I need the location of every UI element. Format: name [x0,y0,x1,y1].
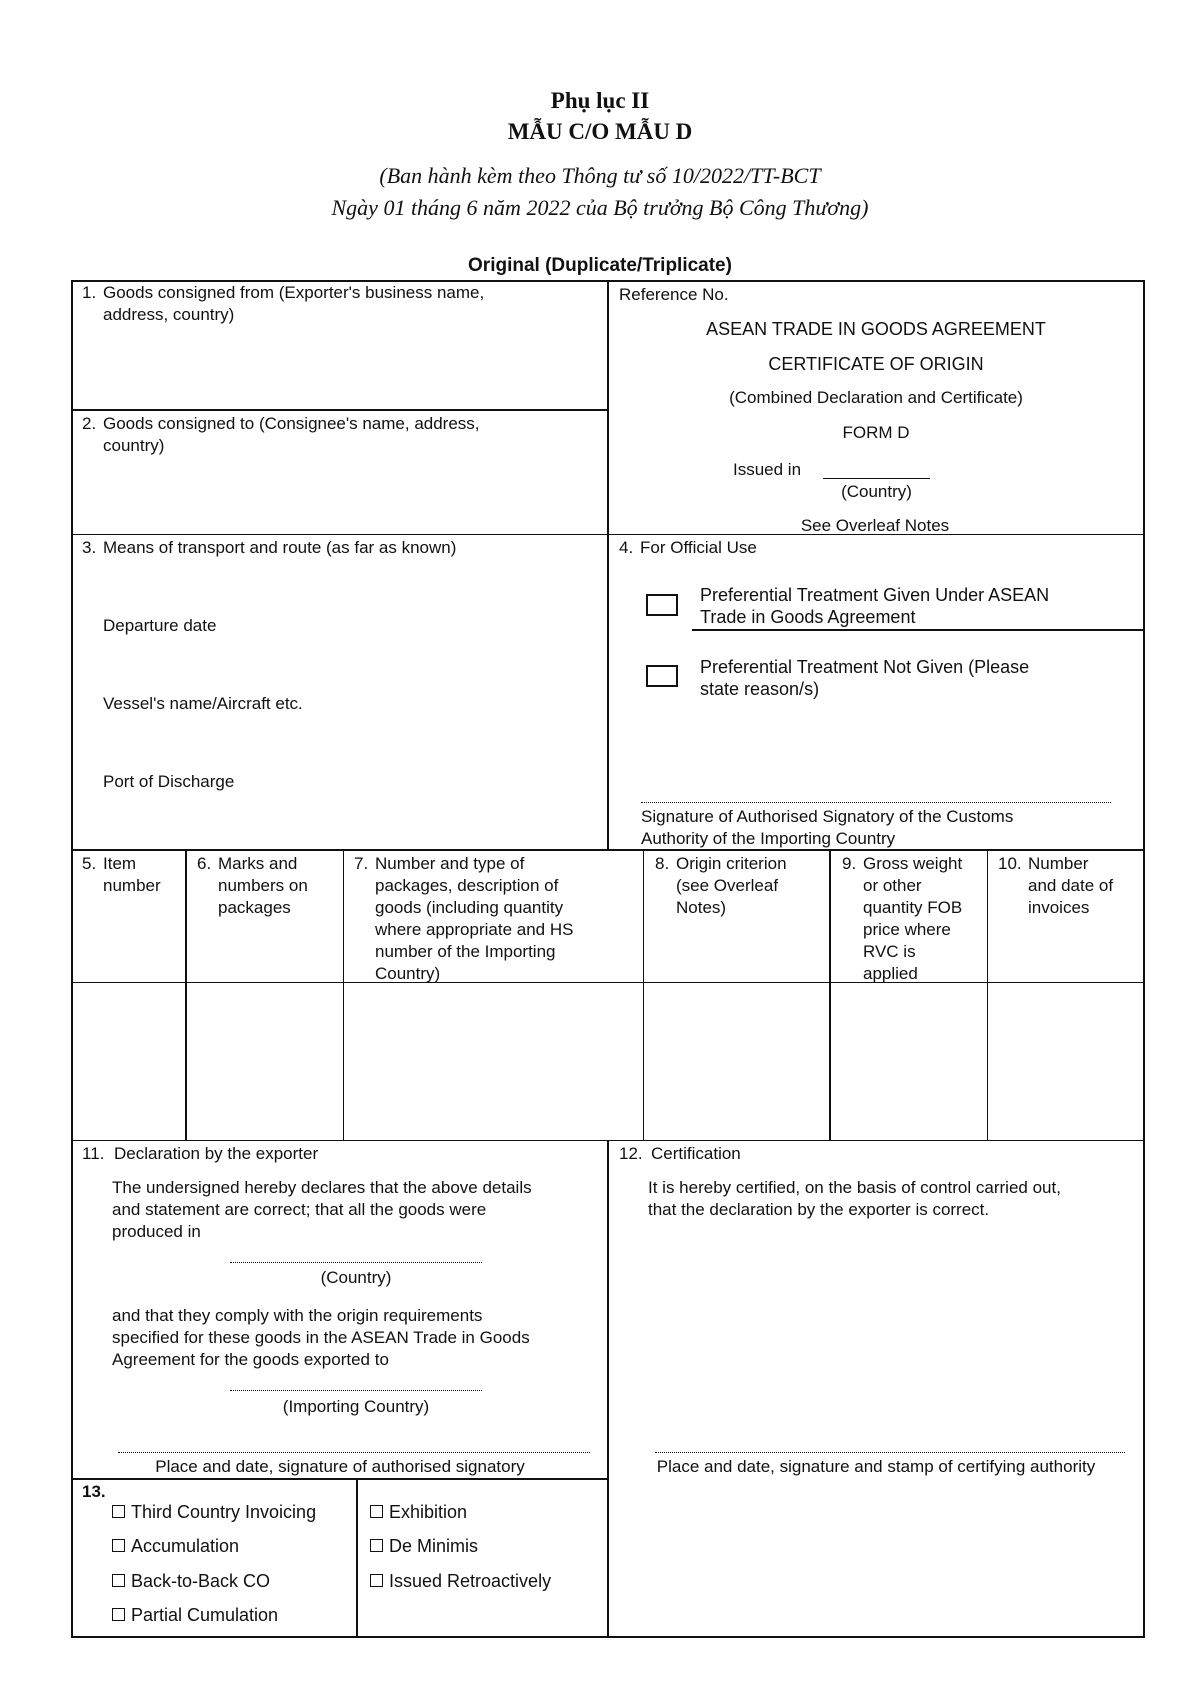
option-accumulation[interactable]: Accumulation [112,1534,239,1558]
option-de-minimis[interactable]: De Minimis [370,1534,478,1558]
port-of-discharge-label: Port of Discharge [103,772,235,791]
box2-label: Goods consigned to (Consignee's name, address, country) [103,414,480,455]
importing-country-label: (Importing Country) [282,1397,430,1416]
option-exhibition[interactable]: Exhibition [370,1500,467,1524]
vessel-name-label: Vessel's name/Aircraft etc. [103,694,303,713]
exporter-signature-label: Place and date, signature of authorised signatory [155,1457,525,1476]
option-issued-retroactively[interactable]: Issued Retroactively [370,1569,551,1593]
certification-text: It is hereby certified, on the basis of control carried out, that the declaration by the exporter is correct. [648,1178,1061,1219]
col8-label: Origin criterion (see Overleaf Notes) [676,854,787,917]
col7-number: 7. [354,854,369,873]
box1-number: 1. [82,283,97,302]
col9-label: Gross weight or other quantity FOB price where RVC is applied [863,854,963,983]
form-d: FORM D [842,423,910,442]
box11-label: Declaration by the exporter [114,1144,319,1163]
col8-number: 8. [655,854,670,873]
col9-number: 9. [842,854,857,873]
customs-signature-label: Signature of Authorised Signatory of the Customs Authority of the Importing Country [641,807,1014,848]
treatment-given-checkbox[interactable] [646,594,678,616]
col10-label: Number and date of invoices [1028,854,1114,917]
box2-number: 2. [82,414,97,433]
treatment-divider [692,629,1144,631]
col6-label: Marks and numbers on packages [218,854,308,917]
col5-number: 5. [82,854,97,873]
issued-in-blank [823,478,930,479]
departure-date-label: Departure date [103,616,217,635]
form-title: MẪU C/O MẪU D [507,119,693,144]
checkbox-icon [370,1539,383,1552]
declaration-text-1: The undersigned hereby declares that the above details and statement are correct; that all the goods were produced in [112,1178,532,1241]
box11-number: 11. [82,1144,105,1163]
option-partial-cumulation[interactable]: Partial Cumulation [112,1603,278,1627]
col7-label: Number and type of packages, description of goods (including quantity where appropriate and HS number of the Importing Country) [375,854,574,983]
checkbox-icon [112,1608,125,1621]
exporter-signature-line [118,1452,590,1453]
checkbox-icon [112,1574,125,1587]
copy-type: Original (Duplicate/Triplicate) [468,255,732,276]
box4-number: 4. [619,538,634,557]
checkbox-icon [370,1574,383,1587]
box12-label: Certification [651,1144,741,1163]
box13-number: 13. [82,1482,106,1501]
issued-in-label: Issued in [733,460,802,479]
certificate-title: CERTIFICATE OF ORIGIN [768,354,984,374]
date-line: Ngày 01 tháng 6 năm 2022 của Bộ trưởng Bộ Công Thương) [331,195,869,220]
option-third-country-invoicing[interactable]: Third Country Invoicing [112,1500,316,1524]
option-back-to-back-co[interactable]: Back-to-Back CO [112,1569,270,1593]
combined-declaration: (Combined Declaration and Certificate) [729,388,1023,407]
see-overleaf-notes: See Overleaf Notes [800,516,950,535]
checkbox-icon [370,1505,383,1518]
certifier-signature-line [655,1452,1125,1453]
box3-number: 3. [82,538,97,557]
box1-label: Goods consigned from (Exporter's business name, address, country) [103,283,485,324]
col6-number: 6. [197,854,212,873]
treatment-given-label: Preferential Treatment Given Under ASEAN Trade in Goods Agreement [700,585,1050,627]
produced-in-country-label: (Country) [320,1268,392,1287]
customs-signature-line [641,802,1111,803]
checkbox-icon [112,1505,125,1518]
produced-in-country-line [230,1262,482,1263]
reference-label: Reference No. [619,285,729,304]
col10-number: 10. [998,854,1022,873]
annex-title: Phụ lục II [550,88,650,113]
box3-label: Means of transport and route (as far as known) [103,538,457,557]
col5-label: Item number [103,854,161,895]
treatment-not-given-label: Preferential Treatment Not Given (Please state reason/s) [700,657,1030,699]
importing-country-line [230,1390,482,1391]
issued-in-country: (Country) [841,482,912,501]
agreement-title: ASEAN TRADE IN GOODS AGREEMENT [706,319,1046,339]
certifier-signature-label: Place and date, signature and stamp of certifying authority [656,1457,1096,1476]
box4-label: For Official Use [640,538,757,557]
treatment-not-given-checkbox[interactable] [646,665,678,687]
checkbox-icon [112,1539,125,1552]
declaration-text-2: and that they comply with the origin requirements specified for these goods in the ASEAN Trade in Goods Agreement for the goods exported to [112,1306,530,1369]
issued-with-line: (Ban hành kèm theo Thông tư số 10/2022/TT-BCT [379,163,821,188]
box12-number: 12. [619,1144,643,1163]
